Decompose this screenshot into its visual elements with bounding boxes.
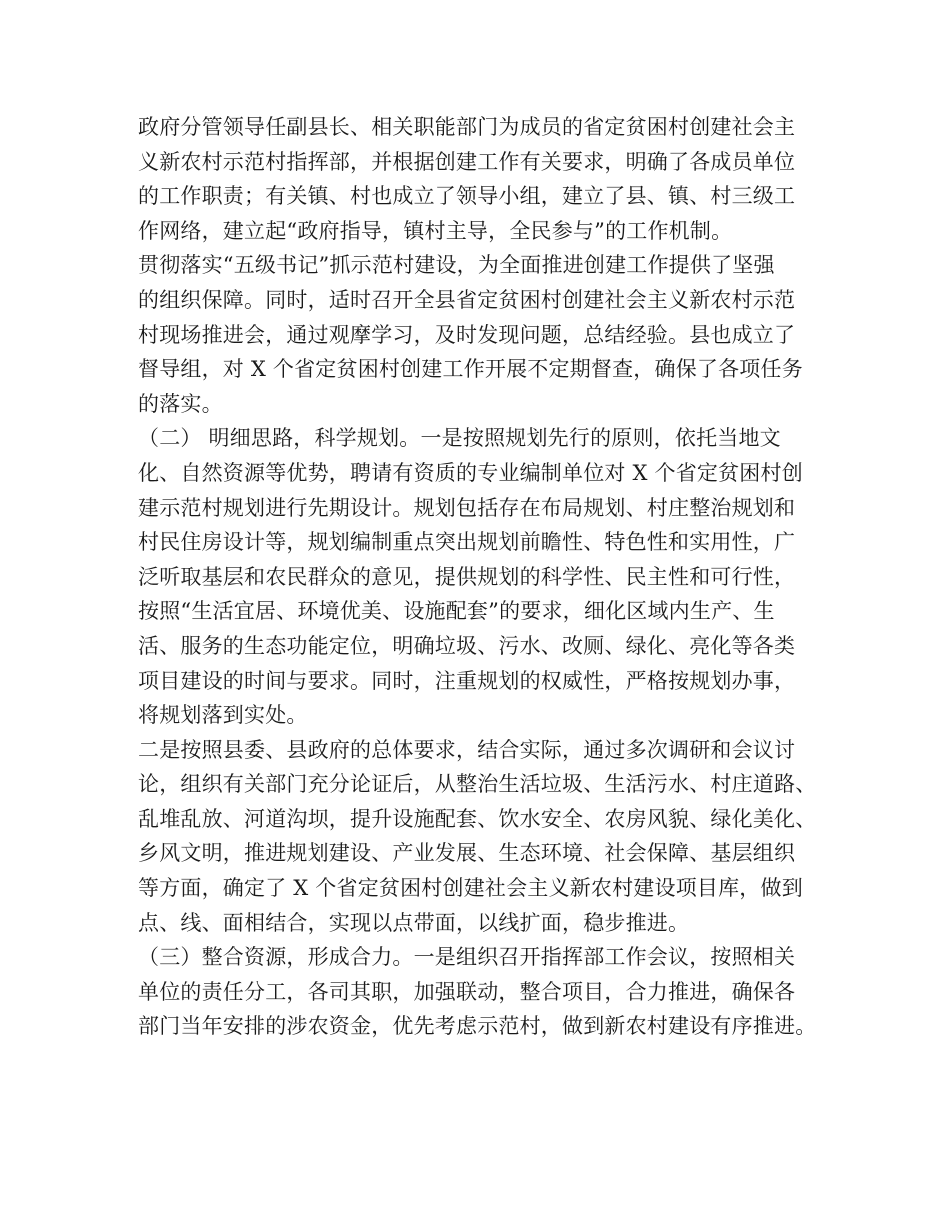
text-line: 二是按照县委、县政府的总体要求，结合实际，通过多次调研和会议讨 bbox=[138, 737, 796, 762]
text-line: 贯彻落实“五级书记”抓示范村建设，为全面推进创建工作提供了坚强 bbox=[138, 253, 775, 278]
text-line: 督导组，对 X 个省定贫困村创建工作开展不定期督查，确保了各项任务 bbox=[138, 357, 803, 382]
text-line: 等方面，确定了 X 个省定贫困村创建社会主义新农村建设项目库，做到 bbox=[138, 876, 803, 901]
text-line: 论，组织有关部门充分论证后，从整治生活垃圾、生活污水、村庄道路、 bbox=[138, 772, 817, 797]
text-line: 部门当年安排的涉农资金，优先考虑示范村，做到新农村建设有序推进。 bbox=[138, 1014, 817, 1039]
text-line: 项目建设的时间与要求。同时，注重规划的权威性，严格按规划办事， bbox=[138, 668, 796, 693]
text-line: 作网络，建立起“政府指导，镇村主导，全民参与”的工作机制。 bbox=[138, 218, 733, 243]
text-line: 的组织保障。同时，适时召开全县省定贫困村创建社会主义新农村示范 bbox=[138, 287, 796, 312]
text-line: （二） 明细思路，科学规划。一是按照规划先行的原则，依托当地文 bbox=[138, 426, 781, 451]
text-line: 的工作职责；有关镇、村也成立了领导小组，建立了县、镇、村三级工 bbox=[138, 184, 796, 209]
text-line: 政府分管领导任副县长、相关职能部门为成员的省定贫困村创建社会主 bbox=[138, 115, 796, 139]
text-line: 单位的责任分工，各司其职，加强联动，整合项目，合力推进，确保各 bbox=[138, 979, 796, 1004]
text-line: 建示范村规划进行先期设计。规划包括存在布局规划、村庄整治规划和 bbox=[138, 495, 796, 520]
text-line: 乡风文明，推进规划建设、产业发展、生态环境、社会保障、基层组织 bbox=[138, 841, 796, 866]
text-line: 点、线、面相结合，实现以点带面，以线扩面，稳步推进。 bbox=[138, 910, 690, 935]
text-line: 义新农村示范村指挥部，并根据创建工作有关要求，明确了各成员单位 bbox=[138, 149, 796, 174]
text-line: 乱堆乱放、河道沟坝，提升设施配套、饮水安全、农房风貌、绿化美化、 bbox=[138, 806, 817, 831]
text-line: 化、自然资源等优势，聘请有资质的专业编制单位对 X 个省定贫困村创 bbox=[138, 460, 803, 485]
body-text bbox=[138, 110, 838, 1044]
text-line: 村现场推进会，通过观摩学习，及时发现问题，总结经验。县也成立了 bbox=[138, 322, 796, 347]
text-line: 泛听取基层和农民群众的意见，提供规划的科学性、民主性和可行性， bbox=[138, 564, 796, 589]
text-line: 村民住房设计等，规划编制重点突出规划前瞻性、特色性和实用性，广 bbox=[138, 530, 796, 555]
text-line: 按照“生活宜居、环境优美、设施配套”的要求，细化区域内生产、生 bbox=[138, 599, 775, 624]
text-line: 的落实。 bbox=[138, 391, 223, 416]
text-line: 活、服务的生态功能定位，明确垃圾、污水、改厕、绿化、亮化等各类 bbox=[138, 633, 796, 658]
text-line: 将规划落到实处。 bbox=[138, 703, 308, 728]
text-line: （三）整合资源，形成合力。一是组织召开指挥部工作会议，按照相关 bbox=[138, 945, 796, 970]
